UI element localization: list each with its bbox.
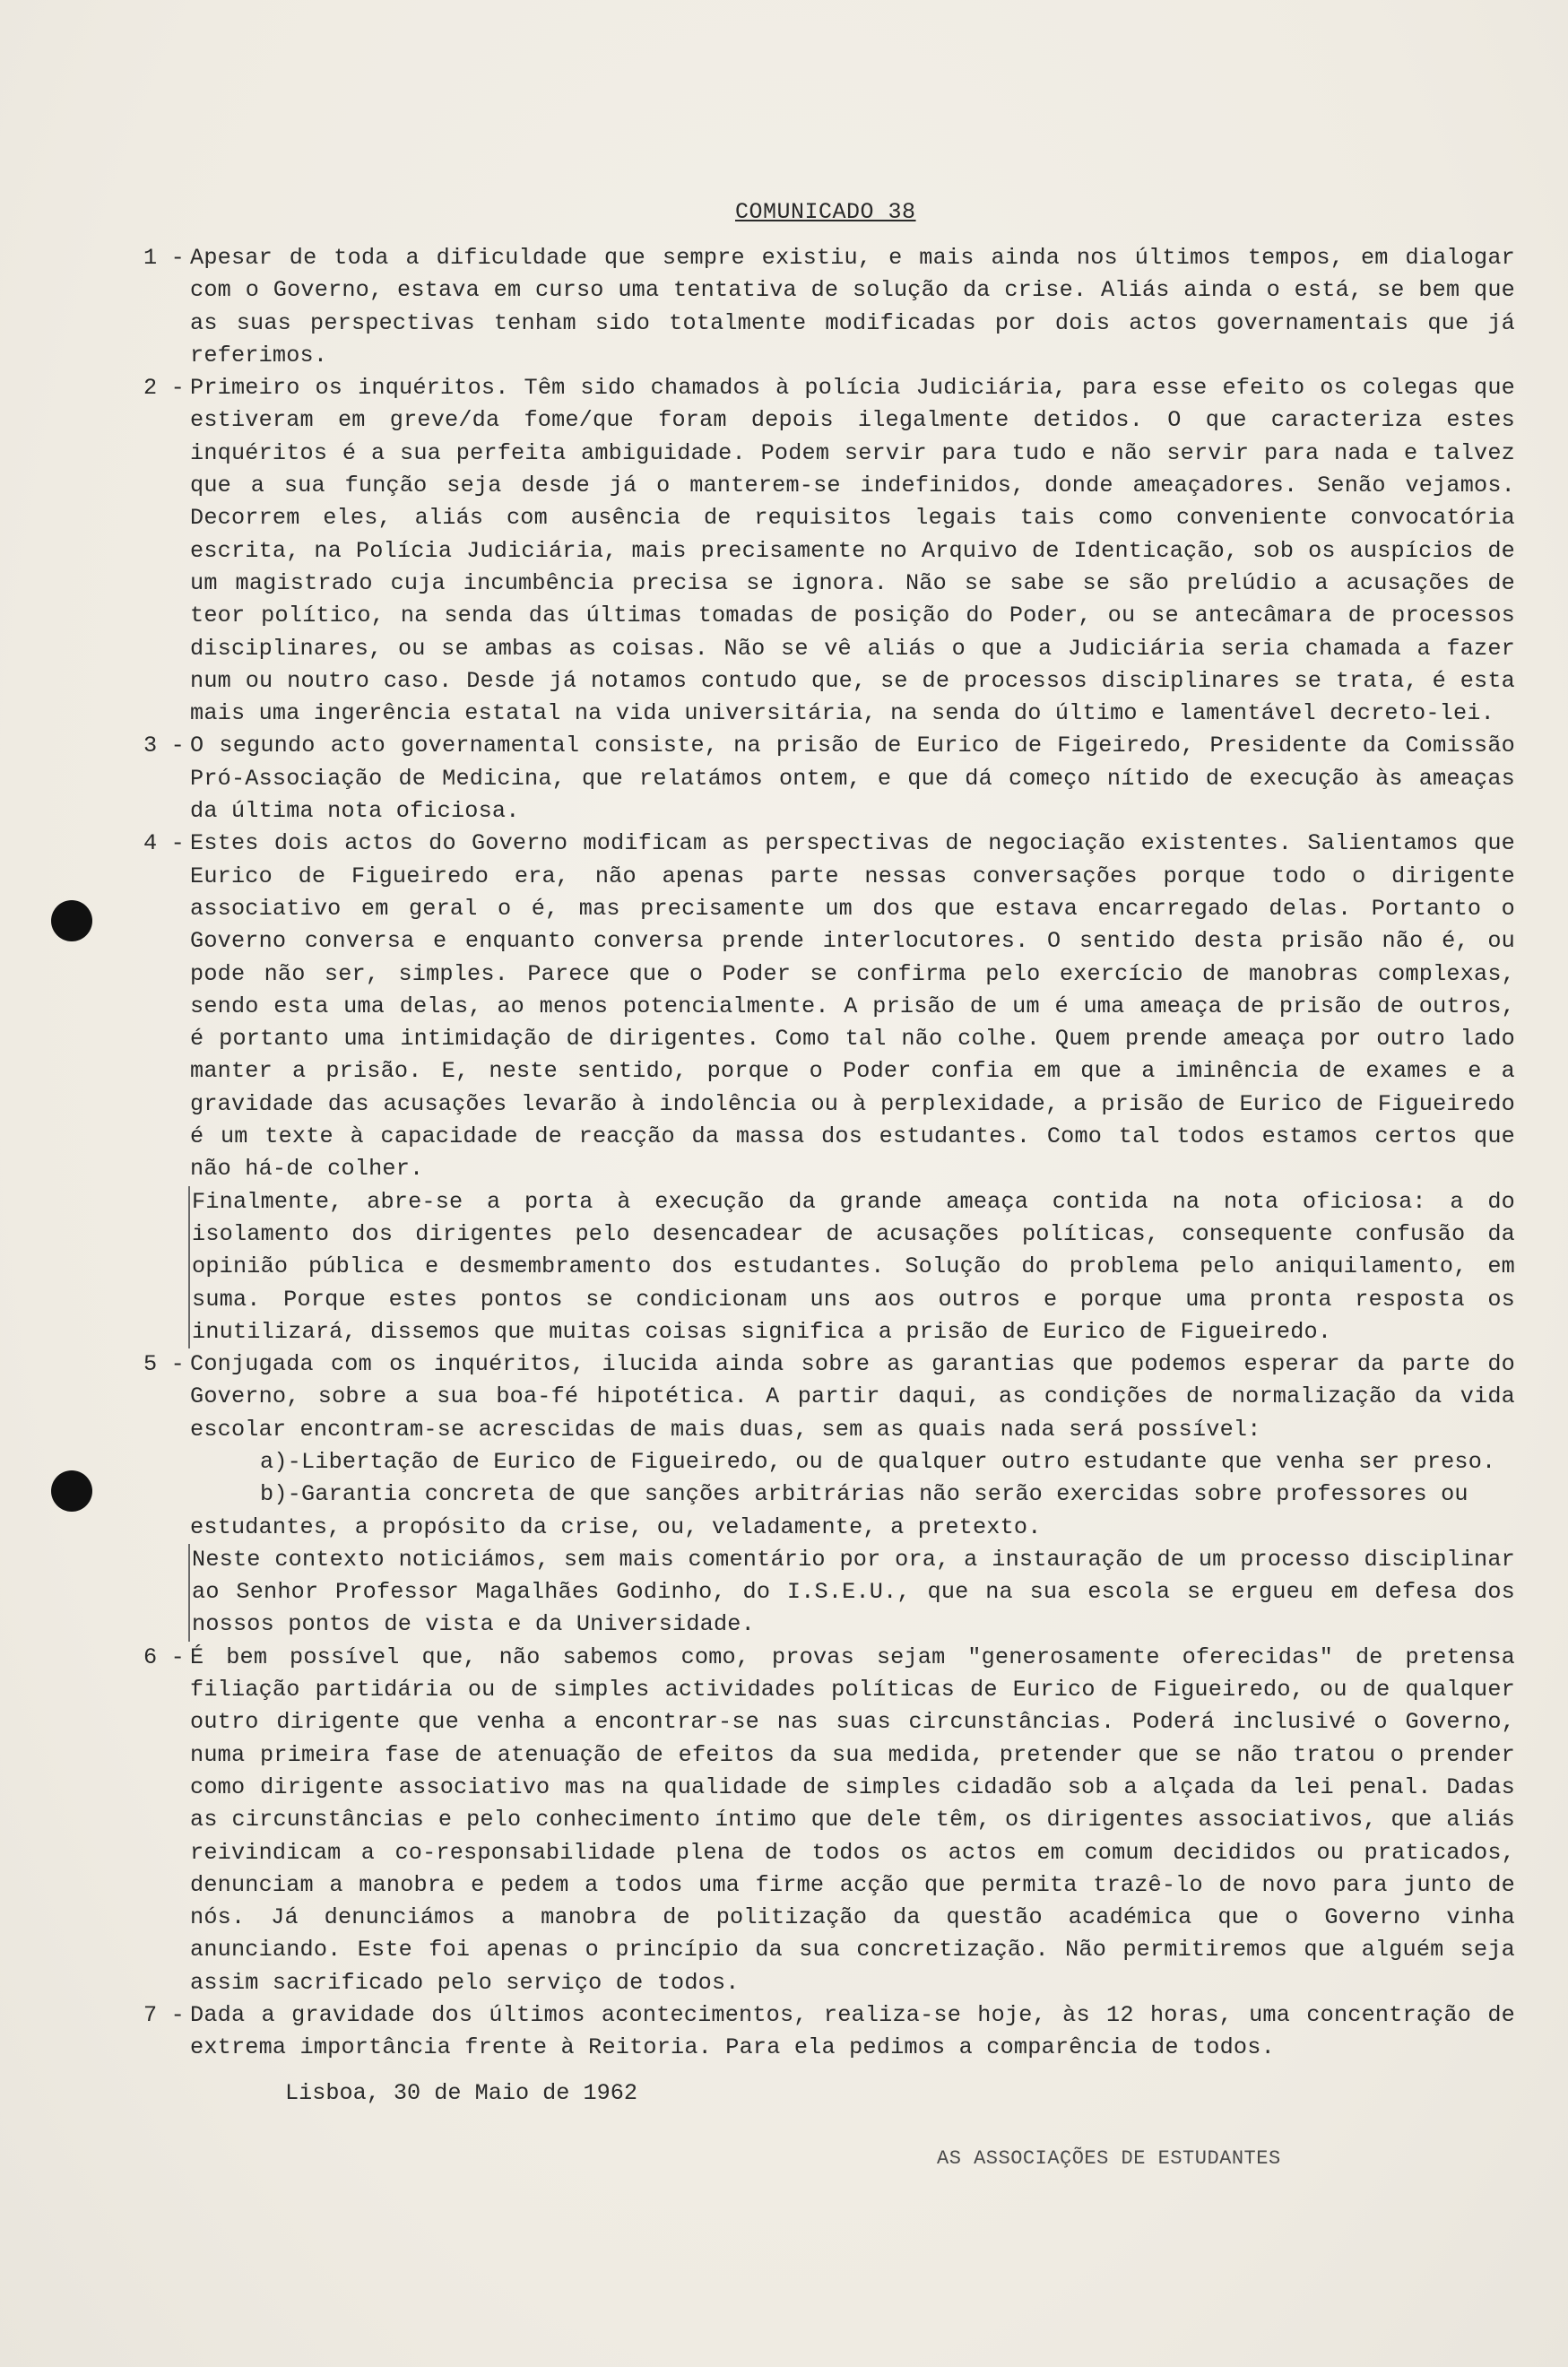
paragraph-text: Primeiro os inquéritos. Têm sido chamados à polícia Judiciária, para esse efeito os colegas que estiveram em greve/da fome/que foram depois ilegalmente detidos. O que caracteriza estes inquéritos é a sua perfeita ambiguidade. Podem servir para tudo e não servir para nada e talvez que a sua função seja desde já o manterem-se indefinidos, donde ameaçadores. Senão vejamos. Decorrem eles, aliás com ausência de requisitos legais tais como conveniente convocatória escrita, na Polícia Judiciária, mais precisamente no Arquivo de Identicação, sob os auspícios de um magistrado cuja incumbência precisa se ignora. Não se sabe se são prelúdio a acusações de teor político, na senda das últimas tomadas de posição do Poder, ou se antecâmara de processos disciplinares, ou se ambas as coisas. Não se vê aliás o que a Judiciária seria chamada a fazer num ou noutro caso. Desde já notamos contudo que, se de processos disciplinares se trata, é esta mais uma ingerência estatal na vida universitária, na senda do último e lamentável decreto-lei. bbox=[190, 375, 1515, 727]
paragraph-5 bbox=[143, 1348, 1515, 1446]
condition-b: b)-Garantia concreta de que sanções arbitrárias não serão exercidas sobre professores ou bbox=[260, 1481, 1468, 1508]
condition-a: a)-Libertação de Eurico de Figueiredo, ou de qualquer outro estudante que venha ser preso. bbox=[260, 1448, 1496, 1475]
paragraph-5-note: Neste contexto noticiámos, sem mais comentário por ora, a instauração de um processo disciplinar ao Senhor Professor Magalhães Godinho, do I.S.E.U., que na sua escola se ergueu em defesa dos nossos pontos de vista e da Universidade. bbox=[188, 1544, 1515, 1642]
document-body bbox=[143, 242, 1515, 2065]
signature: AS ASSOCIAÇÕES DE ESTUDANTES bbox=[937, 2147, 1281, 2170]
paragraph-number: 3 - bbox=[143, 733, 185, 759]
paragraph-number: 2 - bbox=[143, 375, 185, 402]
document-title: COMUNICADO 38 bbox=[735, 199, 916, 225]
paragraph-number: 1 - bbox=[143, 245, 185, 271]
paragraph-number: 6 - bbox=[143, 1643, 185, 1670]
paragraph-2 bbox=[143, 372, 1515, 730]
paragraph-text: É bem possível que, não sabemos como, provas sejam "generosamente oferecidas" de pretensa filiação partidária ou de simples actividades políticas de Eurico de Figueiredo, ou de qualquer outro dirigente que venha a encontrar-se nas suas circunstâncias. Poderá inclusivé o Governo, numa primeira fase de atenuação de efeitos da sua medida, pretender que se não tratou o prender como dirigente associativo mas na qualidade de simples cidadão sob a alçada da lei penal. Dadas as circunstâncias e pelo conhecimento íntimo que dele têm, os dirigentes associativos, que aliás reivindicam a co-responsabilidade plena de todos os actos em comum decididos ou praticados, denunciam a manobra e pedem a todos uma firme acção que permita trazê-lo de novo para junto de nós. Já denunciámos a manobra de politização da questão académica que o Governo vinha anunciando. Este foi apenas o princípio da sua concretização. Não permitiremos que alguém seja assim sacrificado pelo serviço de todos. bbox=[190, 1643, 1515, 1996]
paragraph-text: O segundo acto governamental consiste, na prisão de Eurico de Figeiredo, Presidente da Comissão Pró-Associação de Medicina, que relatámos ontem, e que dá começo nítido de execução às ameaças da última nota oficiosa. bbox=[190, 733, 1515, 825]
paragraph-number: 5 - bbox=[143, 1351, 185, 1378]
paragraph-3 bbox=[143, 730, 1515, 828]
paragraph-text: Dada a gravidade dos últimos acontecimentos, realiza-se hoje, às 12 horas, uma concentração de extrema importância frente à Reitoria. Para ela pedimos a comparência de todos. bbox=[190, 2002, 1515, 2061]
condition-b-continuation: estudantes, a propósito da crise, ou, veladamente, a pretexto. bbox=[190, 1513, 1042, 1540]
paragraph-text: Conjugada com os inquéritos, ilucida ainda sobre as garantias que podemos esperar da parte do Governo, sobre a sua boa-fé hipotética. A partir daqui, as condições de normalização da vida escolar encontram-se acrescidas de mais duas, sem as quais nada será possível: bbox=[190, 1351, 1515, 1443]
paragraph-4-continuation: Finalmente, abre-se a porta à execução da grande ameaça contida na nota oficiosa: a do isolamento dos dirigentes pelo desencadear de acusações políticas, consequente confusão da opinião pública e desmembramento dos estudantes. Solução do problema pelo aniquilamento, em suma. Porque estes pontos se condicionam uns aos outros e porque uma pronta resposta os inutilizará, dissemos que muitas coisas significa a prisão de Eurico de Figueiredo. bbox=[188, 1186, 1515, 1348]
paragraph-1 bbox=[143, 242, 1515, 372]
paragraph-text: Estes dois actos do Governo modificam as perspectivas de negociação existentes. Salientamos que Eurico de Figueiredo era, não apenas parte nessas conversações porque todo o dirigente associativo em geral o é, mas precisamente um dos que estava encarregado delas. Portanto o Governo conversa e enquanto conversa prende interlocutores. O sentido desta prisão não é, ou pode não ser, simples. Parece que o Poder se confirma pelo exercício de manobras complexas, sendo esta uma delas, ao menos potencialmente. A prisão de um é uma ameaça de prisão de outros, é portanto uma intimidação de dirigentes. Como tal não colhe. Quem prende ameaça por outro lado manter a prisão. E, neste sentido, porque o Poder confia em que a iminência de exames e a gravidade das acusações levarão à indolência ou à perplexidade, a prisão de Eurico de Figueiredo é um texte à capacidade de reacção da massa dos estudantes. Como tal todos estamos certos que não há-de colher. bbox=[190, 830, 1515, 1183]
punch-hole-lower bbox=[51, 1470, 92, 1512]
paragraph-text: Apesar de toda a dificuldade que sempre existiu, e mais ainda nos últimos tempos, em dialogar com o Governo, estava em curso uma tentativa de solução da crise. Aliás ainda o está, se bem que as suas perspectivas tenham sido totalmente modificadas por dois actos governamentais que já referimos. bbox=[190, 245, 1515, 368]
paragraph-4 bbox=[143, 828, 1515, 1185]
paragraph-7 bbox=[143, 1999, 1515, 2065]
paragraph-6 bbox=[143, 1642, 1515, 1999]
punch-hole-upper bbox=[51, 900, 92, 941]
paragraph-number: 4 - bbox=[143, 830, 185, 857]
place-and-date: Lisboa, 30 de Maio de 1962 bbox=[285, 2080, 637, 2106]
paragraph-number: 7 - bbox=[143, 2002, 185, 2029]
